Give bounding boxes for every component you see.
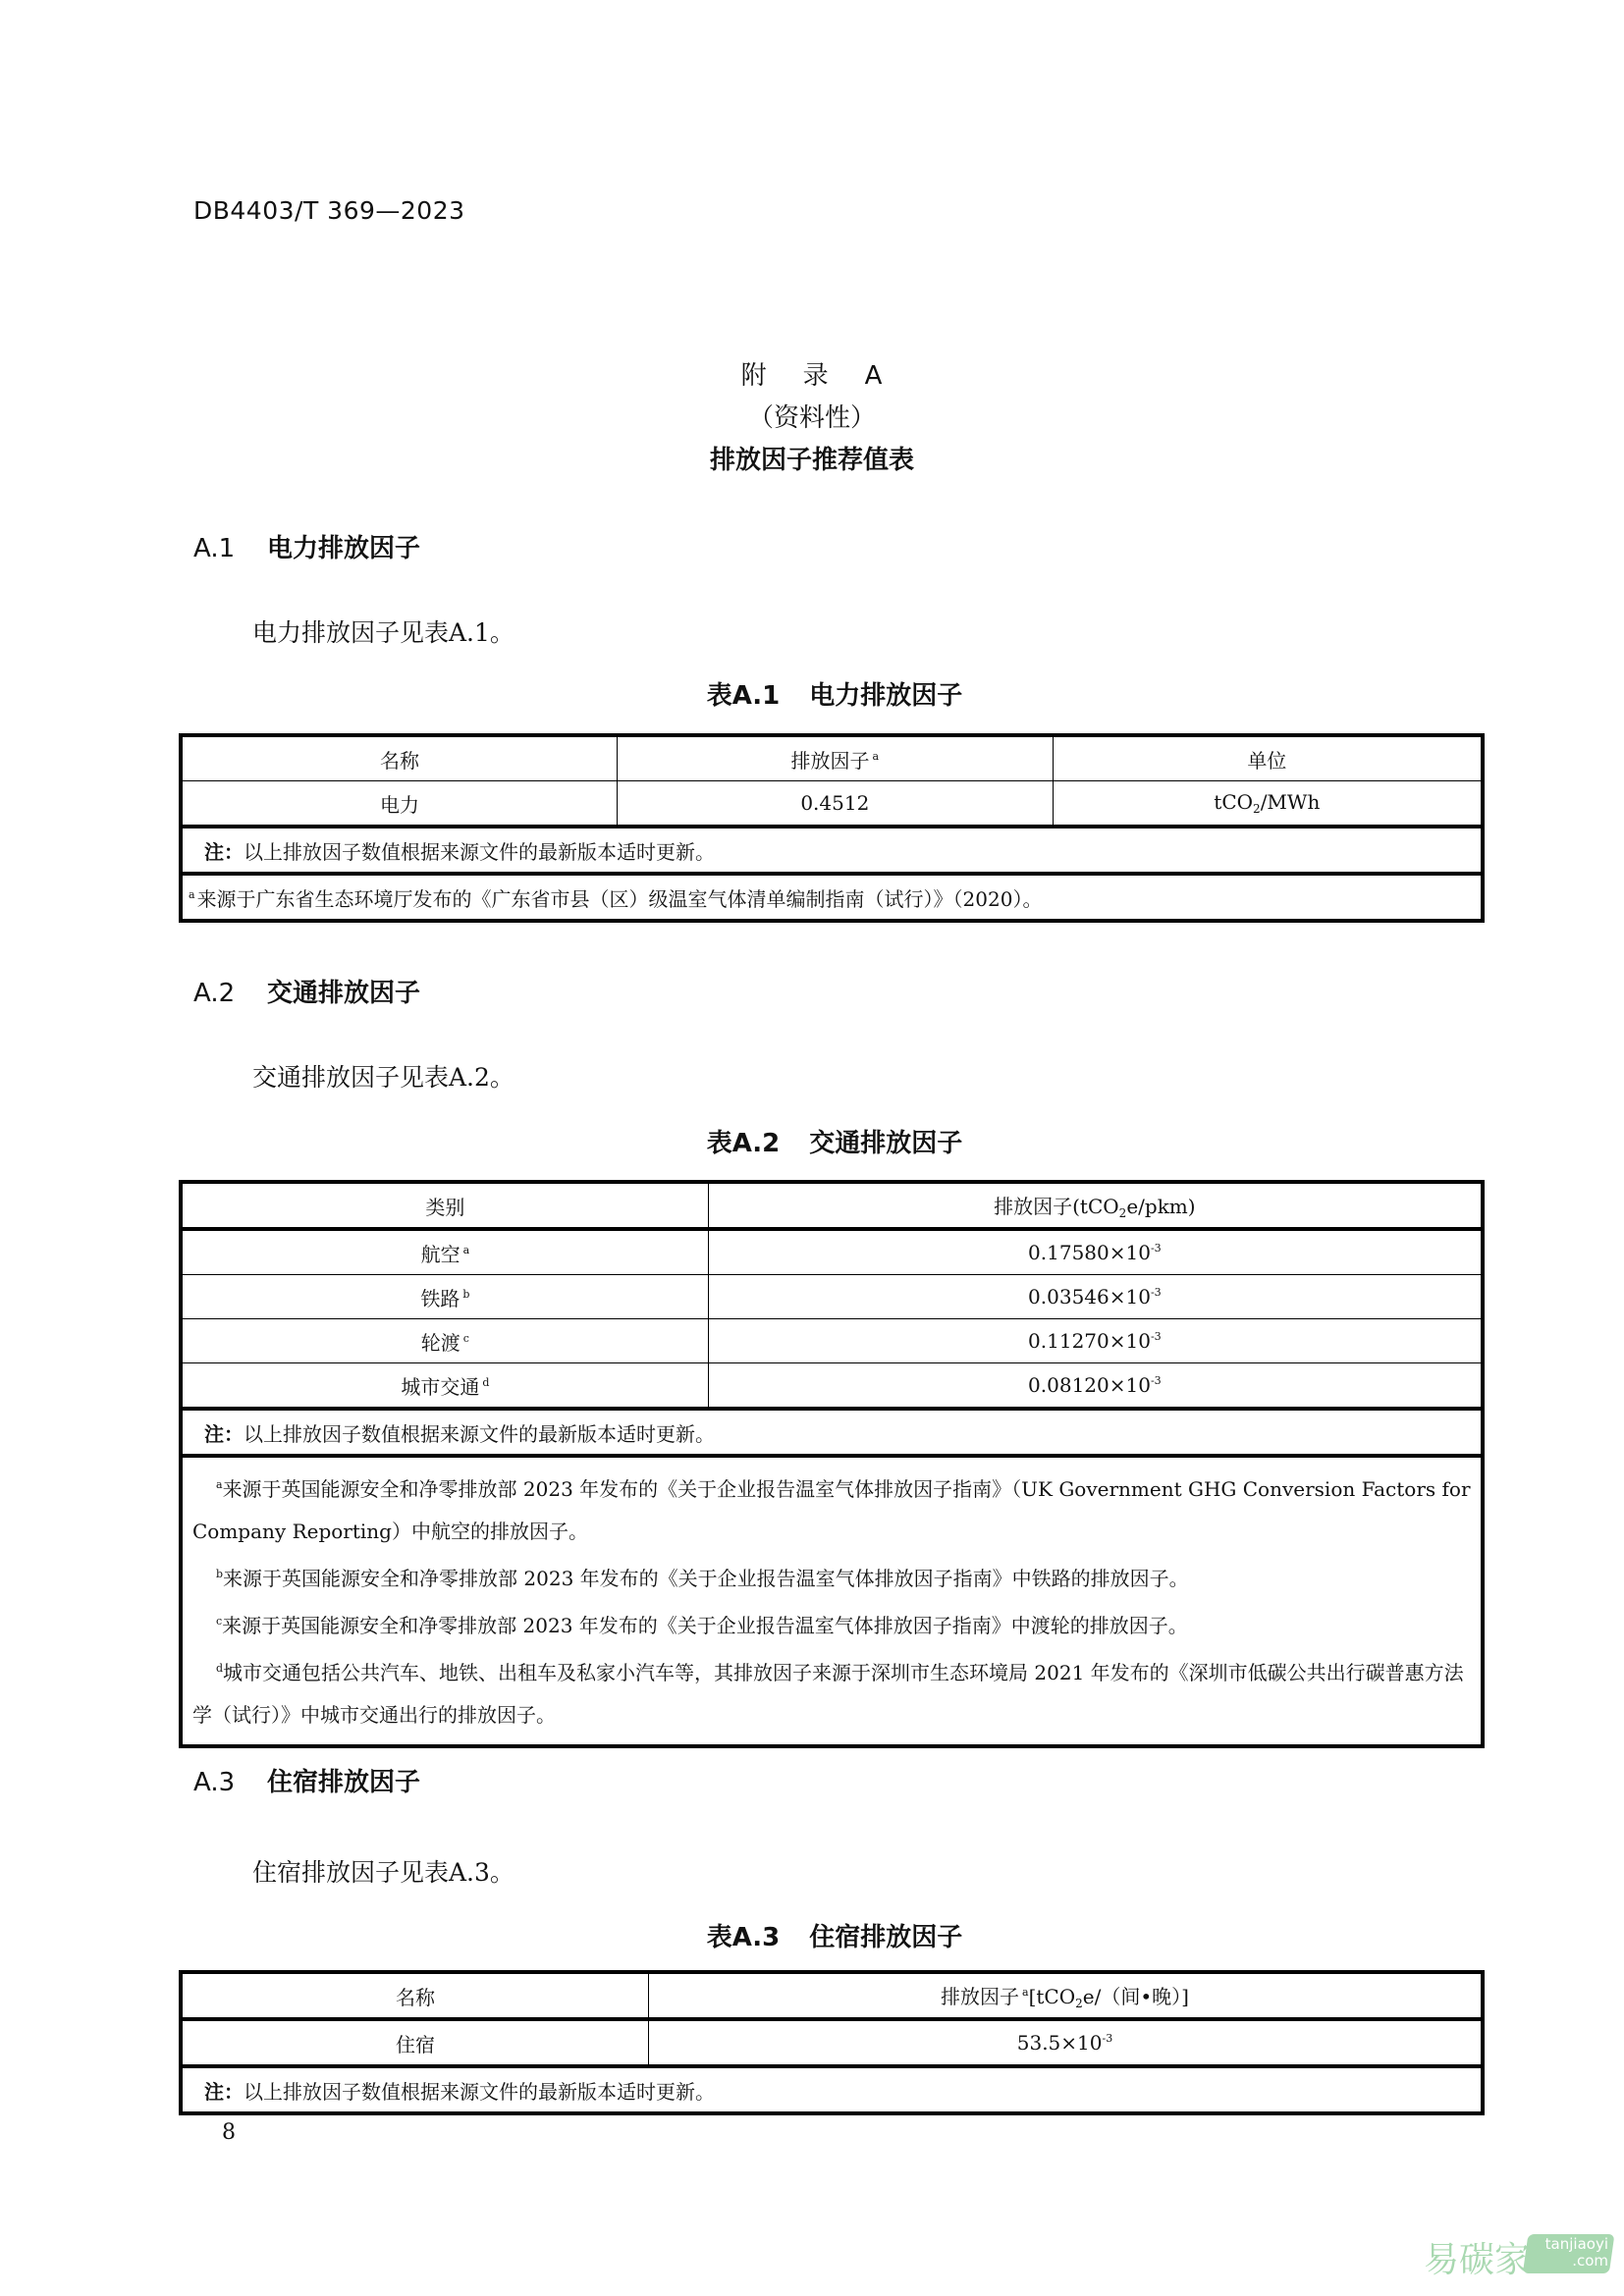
footnote-mark: c xyxy=(462,1331,469,1345)
cell-value xyxy=(708,1319,1483,1363)
note-text: 以上排放因子数值根据来源文件的最新版本适时更新。 xyxy=(244,2079,715,2104)
section-number: A.3 xyxy=(193,1768,236,1797)
caption-number: 表A.2 xyxy=(706,1129,781,1158)
footnote-mark: d xyxy=(482,1375,490,1389)
exponent: -3 xyxy=(1150,1374,1162,1387)
table-caption-a2 xyxy=(0,1123,1624,1159)
watermark-domain-line: .com xyxy=(1572,2252,1608,2269)
page-number: 8 xyxy=(222,2120,236,2145)
appendix-name: 排放因子推荐值表 xyxy=(709,446,914,475)
footnote-mark: a xyxy=(872,749,880,763)
section-heading-a2 xyxy=(193,973,420,1009)
exponent: -3 xyxy=(1150,1330,1162,1343)
header-unit: e/（间•晚）] xyxy=(1082,1985,1189,2008)
table-row xyxy=(181,781,1483,828)
cell-name: 住宿 xyxy=(181,2019,648,2066)
table-a2 xyxy=(179,1180,1485,1748)
footnote-text: 来源于英国能源安全和净零排放部 2023 年发布的《关于企业报告温室气体排放因子指南》（UK Government GHG Conversion Factors for Company Reporting）中航空的排放因子。 xyxy=(192,1477,1471,1543)
appendix-title-part: 录 xyxy=(802,361,830,391)
table-row xyxy=(181,1363,1483,1410)
section-title: 住宿排放因子 xyxy=(267,1768,421,1797)
footnote-b xyxy=(192,1553,1473,1600)
exponent: -3 xyxy=(1150,1286,1162,1299)
footnote-d xyxy=(192,1647,1473,1736)
cell-value xyxy=(708,1275,1483,1319)
cell-value: 0.4512 xyxy=(617,781,1053,828)
unit-part: /MWh xyxy=(1260,790,1321,814)
cell-name: 电力 xyxy=(181,781,617,828)
section-paragraph: 电力排放因子见表A.1。 xyxy=(252,618,514,647)
document-id: DB4403/T 369—2023 xyxy=(193,196,465,225)
note-cell xyxy=(181,1409,1483,1456)
caption-title: 交通排放因子 xyxy=(809,1129,963,1158)
section-number: A.2 xyxy=(193,979,236,1008)
footnote-mark: b xyxy=(216,1568,224,1580)
table-caption-a1 xyxy=(0,675,1624,712)
caption-title: 电力排放因子 xyxy=(809,681,963,711)
footnote-row xyxy=(181,874,1483,921)
table-row xyxy=(181,1275,1483,1319)
caption-title: 住宿排放因子 xyxy=(809,1923,963,1952)
cell-unit xyxy=(1053,781,1483,828)
unit-subscript: 2 xyxy=(1075,1997,1083,2010)
category-label: 航空 xyxy=(420,1242,460,1266)
watermark-logo xyxy=(1424,2230,1620,2279)
section-heading-a1 xyxy=(193,528,420,564)
note-label: 注： xyxy=(204,1421,244,1446)
note-text: 以上排放因子数值根据来源文件的最新版本适时更新。 xyxy=(244,839,715,864)
header-label: 排放因子 xyxy=(941,1985,1020,2008)
footnote-a xyxy=(192,1464,1473,1553)
footnote-text: 来源于广东省生态环境厅发布的《广东省市县（区）级温室气体清单编制指南（试行）》（2020）。 xyxy=(196,886,1043,911)
watermark-brand-text: 易碳家 xyxy=(1424,2240,1531,2280)
watermark-brand xyxy=(1424,2232,1530,2282)
cell-name xyxy=(181,1319,708,1363)
watermark-domain xyxy=(1540,2236,1608,2269)
unit-part: tCO xyxy=(1214,790,1254,814)
appendix-nature: （资料性） xyxy=(747,403,876,433)
note-label: 注： xyxy=(204,2079,244,2104)
cell-name xyxy=(181,1229,708,1275)
cell-name xyxy=(181,1363,708,1410)
value-text: 0.03546×10 xyxy=(1028,1285,1151,1308)
header-unit: [tCO xyxy=(1028,1985,1076,2008)
section-paragraph: 住宿排放因子见表A.3。 xyxy=(252,1858,514,1887)
caption-number: 表A.3 xyxy=(706,1923,781,1952)
unit-subscript: 2 xyxy=(1118,1206,1127,1220)
footnote-mark: c xyxy=(216,1615,223,1628)
value-text: 0.08120×10 xyxy=(1028,1373,1151,1397)
table-header-row xyxy=(181,735,1483,781)
exponent: -3 xyxy=(1102,2032,1113,2045)
caption-number: 表A.1 xyxy=(706,681,781,711)
footnote-mark: a xyxy=(216,1478,223,1491)
section-number: A.1 xyxy=(193,534,236,563)
table-row xyxy=(181,1229,1483,1275)
value-text: 53.5×10 xyxy=(1016,2031,1103,2055)
table-row xyxy=(181,2019,1483,2066)
footnote-c xyxy=(192,1600,1473,1647)
note-row xyxy=(181,827,1483,874)
table-header-row xyxy=(181,1972,1483,2019)
footnote-mark: d xyxy=(216,1662,224,1675)
note-text: 以上排放因子数值根据来源文件的最新版本适时更新。 xyxy=(244,1421,715,1446)
exponent: -3 xyxy=(1150,1242,1162,1255)
header-cell: 名称 xyxy=(181,1972,648,2019)
footnote-text: 来源于英国能源安全和净零排放部 2023 年发布的《关于企业报告温室气体排放因子指南》中铁路的排放因子。 xyxy=(223,1567,1189,1590)
section-heading-a3 xyxy=(193,1762,420,1798)
note-row xyxy=(181,1409,1483,1456)
note-label: 注： xyxy=(204,839,244,864)
footnote-mark: a xyxy=(1022,1986,1029,1999)
header-label: 排放因子 xyxy=(790,748,870,773)
watermark-domain-line: tanjiaoyi xyxy=(1544,2235,1608,2253)
footnote-cell xyxy=(181,1456,1483,1746)
category-label: 城市交通 xyxy=(401,1374,480,1399)
footnote-row xyxy=(181,1456,1483,1746)
table-caption-a3 xyxy=(0,1917,1624,1953)
appendix-title xyxy=(0,355,1624,392)
header-label: 排放因子(tCO xyxy=(994,1195,1119,1218)
cell-name xyxy=(181,1275,708,1319)
appendix-title-part: A xyxy=(864,361,884,391)
table-row xyxy=(181,1319,1483,1363)
header-cell: 单位 xyxy=(1053,735,1483,781)
header-cell xyxy=(648,1972,1483,2019)
category-label: 铁路 xyxy=(420,1286,460,1310)
note-cell xyxy=(181,827,1483,874)
note-row xyxy=(181,2066,1483,2113)
header-cell: 名称 xyxy=(181,735,617,781)
section-title: 电力排放因子 xyxy=(267,534,421,563)
footnote-mark: a xyxy=(462,1243,470,1256)
table-a1 xyxy=(179,733,1485,923)
footnote-text: 来源于英国能源安全和净零排放部 2023 年发布的《关于企业报告温室气体排放因子指南》中渡轮的排放因子。 xyxy=(222,1614,1188,1637)
value-text: 0.17580×10 xyxy=(1028,1241,1151,1264)
appendix-title-part: 附 xyxy=(740,361,768,391)
note-cell xyxy=(181,2066,1483,2113)
section-paragraph: 交通排放因子见表A.2。 xyxy=(252,1063,514,1092)
section-title: 交通排放因子 xyxy=(267,979,421,1008)
table-a3 xyxy=(179,1970,1485,2115)
footnote-text: 城市交通包括公共汽车、地铁、出租车及私家小汽车等，其排放因子来源于深圳市生态环境局 2021 年发布的《深圳市低碳公共出行碳普惠方法学（试行）》中城市交通出行的排放因子。 xyxy=(192,1661,1464,1727)
cell-value xyxy=(708,1363,1483,1410)
footnote-cell xyxy=(181,874,1483,921)
header-cell xyxy=(708,1182,1483,1229)
header-label: e/pkm) xyxy=(1126,1195,1196,1218)
footnote-mark: b xyxy=(462,1287,470,1301)
cell-value xyxy=(708,1229,1483,1275)
header-cell: 类别 xyxy=(181,1182,708,1229)
value-text: 0.11270×10 xyxy=(1028,1329,1151,1353)
unit-subscript: 2 xyxy=(1253,802,1261,816)
cell-value xyxy=(648,2019,1483,2066)
category-label: 轮渡 xyxy=(420,1330,460,1355)
footnote-mark: a xyxy=(189,887,195,901)
table-header-row xyxy=(181,1182,1483,1229)
header-cell xyxy=(617,735,1053,781)
